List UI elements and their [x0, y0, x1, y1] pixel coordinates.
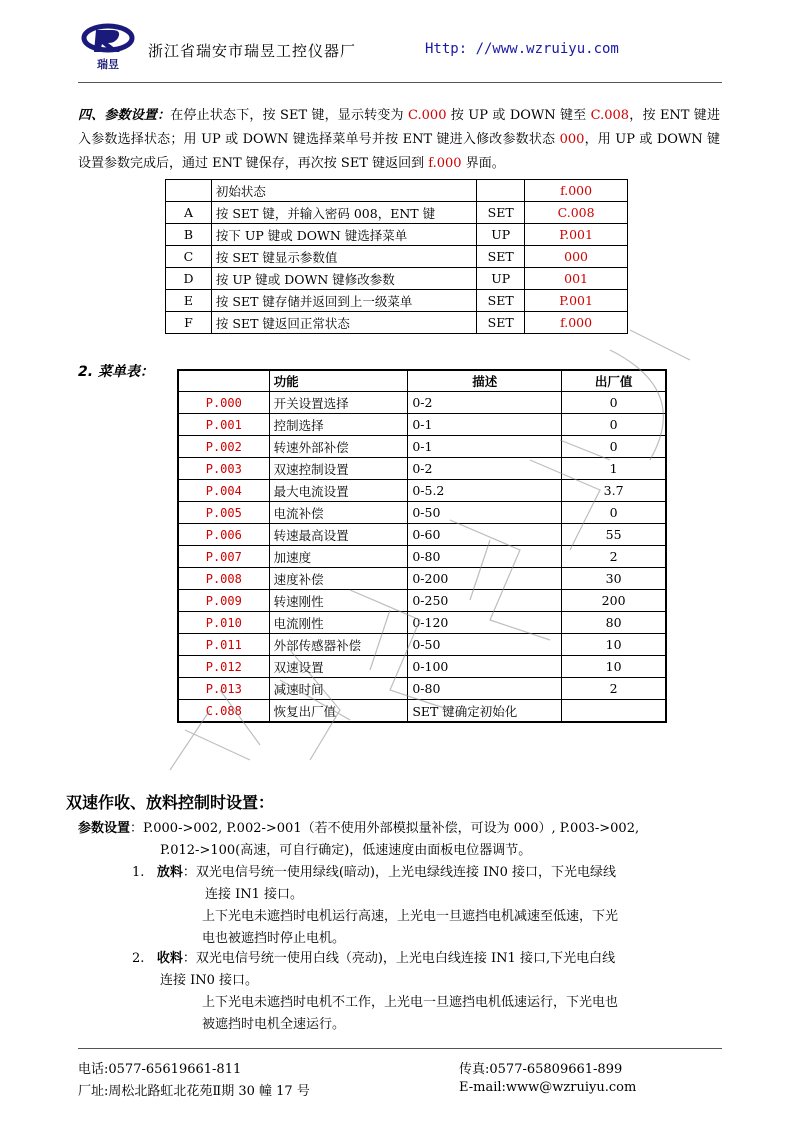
menu-code: P.002	[178, 436, 269, 458]
list-item-rewind-line3: 上下光电未遮挡时电机不工作，上光电一旦遮挡电机低速运行，下光电也	[202, 995, 619, 1010]
menu-function: 电流刚性	[269, 612, 408, 634]
table-row	[178, 502, 666, 524]
dual-speed-title: 双速作收、放料控制时设置：	[66, 793, 275, 812]
state-desc: 初始状态	[211, 180, 476, 202]
state-key: SET	[477, 312, 525, 334]
menu-table-title: 2. 菜单表：	[78, 364, 154, 380]
state-desc: 按 SET 键存储并返回到上一级菜单	[211, 290, 476, 312]
menu-default: 0	[562, 392, 666, 414]
state-desc: 按下 UP 键或 DOWN 键选择菜单	[211, 224, 476, 246]
menu-range: 0-1	[408, 436, 562, 458]
menu-code: P.008	[178, 568, 269, 590]
menu-default: 3.7	[562, 480, 666, 502]
company-logo	[78, 22, 138, 72]
menu-code: P.001	[178, 414, 269, 436]
header-code	[178, 370, 269, 392]
table-row	[178, 700, 666, 723]
menu-function: 电流补偿	[269, 502, 408, 524]
menu-default: 80	[562, 612, 666, 634]
table-row	[178, 480, 666, 502]
state-key: UP	[477, 268, 525, 290]
params-line-2: P.012->100(高速，可自行确定)，低速速度由面板电位器调节。	[160, 843, 532, 858]
footer-email[interactable]: E-mail:www@wzruiyu.com	[459, 1080, 637, 1095]
state-row	[166, 268, 628, 290]
state-row	[166, 180, 628, 202]
menu-function: 开关设置选择	[269, 392, 408, 414]
menu-function: 双速设置	[269, 656, 408, 678]
state-step: B	[166, 224, 212, 246]
menu-code: P.003	[178, 458, 269, 480]
list-item-unwind-line4: 电也被遮挡时停止电机。	[202, 931, 346, 946]
menu-default: 0	[562, 414, 666, 436]
state-key: SET	[477, 202, 525, 224]
parameter-setting-paragraph: 四、参数设置：在停止状态下，按 SET 键，显示转变为 C.000 按 UP 或 DOWN 键至 C.008，按 ENT 键进入参数选择状态；用 UP 或 DOWN 键选择菜单号并按 ENT 键进入修改参数状态 000，用 UP 或 DOWN 键设置参数完成后，通过 ENT 键保存，再次按 SET 键返回到 f.000 界面。	[78, 108, 720, 171]
state-display: f.000	[525, 180, 628, 202]
table-row	[178, 590, 666, 612]
menu-table	[177, 369, 667, 723]
menu-code: P.007	[178, 546, 269, 568]
table-row	[178, 458, 666, 480]
menu-code: C.088	[178, 700, 269, 723]
state-key: SET	[477, 290, 525, 312]
list-item-unwind: 1. 放料：双光电信号统一使用绿线(暗动)，上光电绿线连接 IN0 接口，下光电绿线	[132, 865, 617, 880]
state-display: 000	[525, 246, 628, 268]
menu-range: 0-200	[408, 568, 562, 590]
state-key: UP	[477, 224, 525, 246]
menu-default: 1	[562, 458, 666, 480]
menu-range: 0-50	[408, 502, 562, 524]
state-step: F	[166, 312, 212, 334]
menu-range: 0-100	[408, 656, 562, 678]
menu-code: P.011	[178, 634, 269, 656]
menu-default: 2	[562, 678, 666, 700]
state-row	[166, 290, 628, 312]
state-display: f.000	[525, 312, 628, 334]
logo-text: 瑞昱	[97, 58, 119, 71]
state-step: C	[166, 246, 212, 268]
menu-function: 恢复出厂值	[269, 700, 408, 723]
table-row	[178, 678, 666, 700]
list-item-rewind-line4: 被遮挡时电机全速运行。	[202, 1017, 346, 1032]
state-step: A	[166, 202, 212, 224]
menu-code: P.004	[178, 480, 269, 502]
table-row	[178, 634, 666, 656]
menu-default: 30	[562, 568, 666, 590]
list-item-rewind: 2. 收料：双光电信号统一使用白线（亮动)，上光电白线连接 IN1 接口,下光电白线	[132, 951, 616, 966]
section-title: 四、参数设置：	[78, 108, 171, 123]
table-row	[178, 392, 666, 414]
menu-code: P.012	[178, 656, 269, 678]
state-display: P.001	[525, 290, 628, 312]
table-row	[178, 546, 666, 568]
menu-function: 转速最高设置	[269, 524, 408, 546]
menu-code: P.010	[178, 612, 269, 634]
menu-default: 10	[562, 656, 666, 678]
table-row	[178, 568, 666, 590]
menu-range: 0-1	[408, 414, 562, 436]
state-step	[166, 180, 212, 202]
footer-phone: 电话:0577-65619661-811	[78, 1062, 242, 1077]
footer-divider	[78, 1048, 722, 1049]
menu-default: 0	[562, 502, 666, 524]
menu-function: 外部传感器补偿	[269, 634, 408, 656]
menu-range: 0-80	[408, 546, 562, 568]
menu-function: 最大电流设置	[269, 480, 408, 502]
menu-range: 0-60	[408, 524, 562, 546]
state-display: P.001	[525, 224, 628, 246]
params-line-1: 参数设置：P.000->002, P.002->001（若不使用外部模拟量补偿，可设为 000）, P.003->002,	[78, 821, 640, 836]
header-default: 出厂值	[562, 370, 666, 392]
list-item-unwind-line2: 连接 IN1 接口。	[205, 887, 304, 902]
company-name: 浙江省瑞安市瑞昱工控仪器厂	[148, 42, 357, 60]
menu-range: 0-50	[408, 634, 562, 656]
menu-default: 10	[562, 634, 666, 656]
menu-code: P.013	[178, 678, 269, 700]
menu-default	[562, 700, 666, 723]
menu-default: 200	[562, 590, 666, 612]
menu-code: P.006	[178, 524, 269, 546]
state-table	[165, 179, 628, 334]
menu-range: SET 键确定初始化	[408, 700, 562, 723]
menu-range: 0-2	[408, 392, 562, 414]
website-link[interactable]: Http: //www.wzruiyu.com	[425, 41, 619, 57]
header-function: 功能	[269, 370, 408, 392]
state-row	[166, 312, 628, 334]
list-item-unwind-line3: 上下光电未遮挡时电机运行高速，上光电一旦遮挡电机减速至低速，下光	[202, 909, 619, 924]
table-row	[178, 436, 666, 458]
menu-function: 转速刚性	[269, 590, 408, 612]
menu-range: 0-80	[408, 678, 562, 700]
table-row	[178, 656, 666, 678]
menu-range: 0-2	[408, 458, 562, 480]
header-divider	[78, 82, 722, 83]
state-desc: 按 UP 键或 DOWN 键修改参数	[211, 268, 476, 290]
menu-code: P.000	[178, 392, 269, 414]
menu-function: 减速时间	[269, 678, 408, 700]
state-display: 001	[525, 268, 628, 290]
state-row	[166, 202, 628, 224]
table-row	[178, 612, 666, 634]
header-range: 描述	[408, 370, 562, 392]
footer-fax: 传真:0577-65809661-899	[459, 1062, 623, 1077]
footer-address: 厂址:周松北路虹北花苑Ⅱ期 30 幢 17 号	[78, 1084, 310, 1099]
menu-default: 2	[562, 546, 666, 568]
state-step: D	[166, 268, 212, 290]
state-row	[166, 224, 628, 246]
menu-code: P.009	[178, 590, 269, 612]
state-desc: 按 SET 键，并输入密码 008，ENT 键	[211, 202, 476, 224]
menu-range: 0-250	[408, 590, 562, 612]
state-key: SET	[477, 246, 525, 268]
state-step: E	[166, 290, 212, 312]
menu-function: 转速外部补偿	[269, 436, 408, 458]
menu-code: P.005	[178, 502, 269, 524]
menu-header-row	[178, 370, 666, 392]
menu-range: 0-5.2	[408, 480, 562, 502]
menu-function: 双速控制设置	[269, 458, 408, 480]
state-desc: 按 SET 键返回正常状态	[211, 312, 476, 334]
state-key	[477, 180, 525, 202]
state-display: C.008	[525, 202, 628, 224]
menu-default: 0	[562, 436, 666, 458]
list-item-rewind-line2: 连接 IN0 接口。	[160, 973, 259, 988]
menu-range: 0-120	[408, 612, 562, 634]
table-row	[178, 414, 666, 436]
menu-function: 加速度	[269, 546, 408, 568]
menu-default: 55	[562, 524, 666, 546]
menu-function: 控制选择	[269, 414, 408, 436]
state-desc: 按 SET 键显示参数值	[211, 246, 476, 268]
menu-function: 速度补偿	[269, 568, 408, 590]
table-row	[178, 524, 666, 546]
state-row	[166, 246, 628, 268]
